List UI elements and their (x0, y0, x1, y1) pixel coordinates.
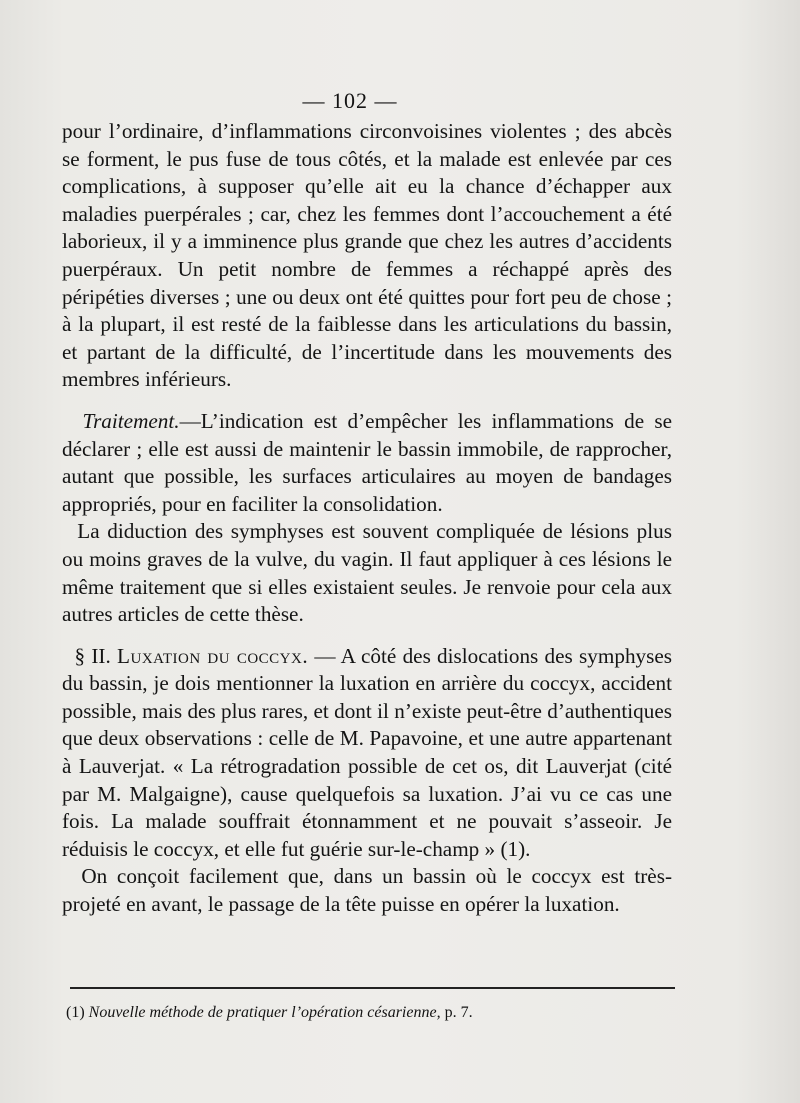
footnote-divider (70, 987, 675, 989)
luxation-text: — A côté des dislocations des symphyses du bassin, je dois mentionner la luxation en arrière du coccyx, accident possible, mais des plus rares, et dont il n’existe peut-être d’authentiques que deux observations : celle de M. Papavoine, et une autre appartenant à Lauverjat. « La rétrogradation possible de cet os, dit Lauverjat (cité par M. Malgaigne), cause quelquefois sa luxation. J’ai vu ce cas une fois. La malade souffrait étonnamment et ne pouvait s’asseoir. Je réduisis le coccyx, et elle fut guérie sur-le-champ » (1). (62, 643, 673, 861)
footnote-title: Nouvelle méthode de pratiquer l’opération césarienne, (88, 1004, 441, 1021)
footnote (66, 1003, 686, 1023)
footnote-marker: (1) (66, 1004, 85, 1021)
body-text (62, 118, 672, 919)
section-number: § II. (74, 643, 111, 668)
paragraph-gap (62, 394, 672, 408)
page-number: — 102 — (302, 88, 398, 113)
paragraph-conclusion (62, 863, 672, 918)
paragraph-diduction (62, 518, 672, 628)
paragraph-luxation-coccyx (62, 643, 672, 864)
section-heading: Luxation du coccyx. (117, 643, 309, 668)
diduction-text: La diduction des symphyses est souvent compliquée de lésions plus ou moins graves de la vulve, du vagin. Il faut appliquer à ces lésions le même traitement que si elles existaient seules. Je renvoie pour cela aux autres articles de cette thèse. (62, 519, 673, 627)
paragraph-gap (62, 629, 672, 643)
conclusion-text: On conçoit facilement que, dans un bassin où le coccyx est très-projeté en avant, le passage de la tête puisse en opérer la luxation. (62, 864, 673, 917)
footnote-page: p. 7. (444, 1004, 473, 1021)
paragraph-complications: pour l’ordinaire, d’inflammations circonvoisines violentes ; des abcès se forment, le pus fuse de tous côtés, et la malade est enlevée par ces complications, à supposer qu’elle ait eu la chance d’échapper aux maladies puerpérales ; car, chez les femmes dont l’accouchement a été laborieux, il y a imminence plus grande que chez les autres d’accidents puerpéraux. Un petit nombre de femmes a réchappé après des péripéties diverses ; une ou deux ont été quittes pour fort peu de chose ; à la plupart, il est resté de la faiblesse dans les articulations du bassin, et partant de la difficulté, de l’incertitude dans les mouvements des membres inférieurs. (62, 119, 672, 392)
traitement-text: —L’indication est d’empêcher les inflammations de se déclarer ; elle est aussi de maintenir le bassin immobile, de rapprocher, autant que possible, les surfaces articulaires au moyen de bandages appropriés, pour en faciliter la consolidation. (62, 408, 672, 516)
paragraph-traitement (62, 408, 672, 518)
traitement-heading: Traitement. (82, 408, 180, 433)
